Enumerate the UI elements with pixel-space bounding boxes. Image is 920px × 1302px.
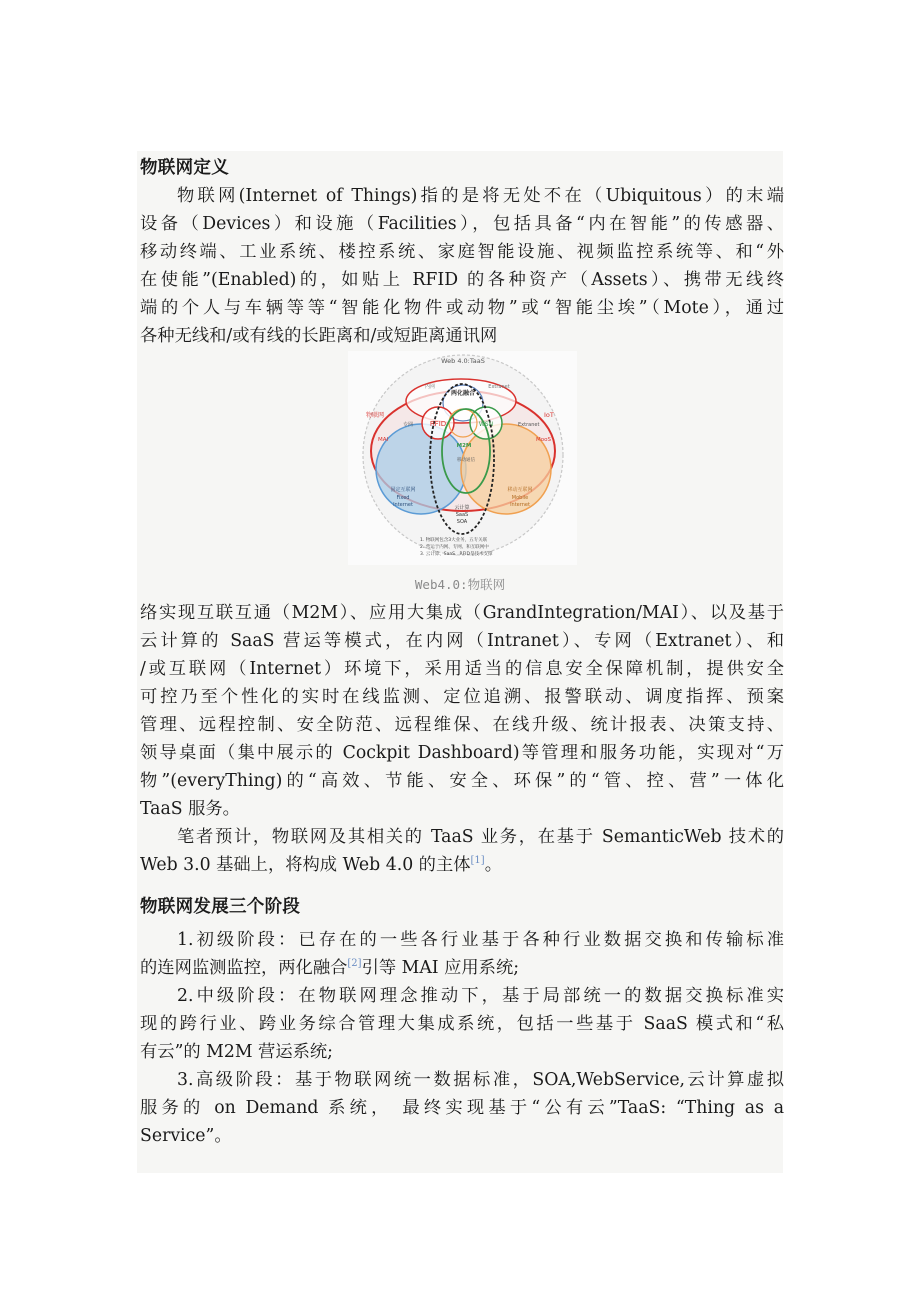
- figure-caption: Web4.0:物联网: [414, 577, 506, 592]
- paragraph-line: 可控乃至个性化的实时在线监测、定位追溯、报警联动、调度指挥、预案: [140, 687, 784, 707]
- reference-link-1[interactable]: [1]: [470, 855, 485, 866]
- paragraph-line: 有云”的 M2M 营运系统;: [140, 1042, 333, 1062]
- label-intranet: 内网: [424, 384, 436, 390]
- label-fixed-cn: 固定互联网: [390, 487, 416, 493]
- label-center-small: 移动通信: [457, 458, 475, 463]
- label-iot-right: IoT: [544, 411, 554, 419]
- paragraph-line: 在使能”(Enabled)的，如贴上 RFID 的各种资产（Assets）、携带无线终: [140, 270, 784, 290]
- label-fixed-en1: Fixed: [396, 495, 410, 501]
- reference-link-2[interactable]: [2]: [347, 958, 362, 969]
- paragraph-line: 物”(everyThing)的“高效、节能、安全、环保”的“管、控、营”一体化: [140, 771, 784, 791]
- paragraph-line: 设备（Devices）和设施（Facilities），包括具备“内在智能”的传感器、: [140, 214, 784, 234]
- label-note3: 3. 云计算、SaaS、RFID是技术支撑: [420, 552, 493, 557]
- paragraph-line: TaaS 服务。: [140, 799, 240, 819]
- paragraph-line: Service”。: [140, 1126, 232, 1146]
- paragraph-line: 物联网(Internet of Things)指的是将无处不在（Ubiquitous）的末端: [177, 186, 784, 206]
- paragraph-line: 3.高级阶段：基于物联网统一数据标准，SOA,WebService,云计算虚拟: [177, 1070, 784, 1090]
- paragraph-line: 领导桌面（集中展示的 Cockpit Dashboard)等管理和服务功能，实现对“万: [140, 743, 784, 763]
- paragraph-line: 端的个人与车辆等等“智能化物件或动物”或“智能尘埃”（Mote），通过: [140, 298, 784, 318]
- label-rfid: RFID: [429, 420, 447, 428]
- label-cloud3: SOA: [456, 519, 468, 525]
- label-fixed-en2: Internet: [393, 502, 413, 508]
- label-mobile-en1: Mobile: [511, 495, 529, 501]
- paragraph-line: /或互联网（Internet）环境下，采用适当的信息安全保障机制，提供安全: [140, 659, 784, 679]
- label-center-top: 两化融合: [450, 390, 476, 397]
- label-iot-left: 物联网: [366, 412, 385, 419]
- paragraph-line: 笔者预计，物联网及其相关的 TaaS 业务，在基于 SemanticWeb 技术的: [177, 827, 784, 847]
- label-note2: 2. 营运于内网、专网、和互联网中: [420, 545, 489, 550]
- label-note1: 1. 物联网包含3大业务，五专关联: [420, 538, 488, 543]
- label-cloud2: SaaS: [455, 512, 469, 518]
- paragraph-line: [140, 954, 784, 982]
- label-wsn: WSN: [478, 421, 494, 428]
- section-heading-stages: 物联网发展三个阶段: [140, 897, 301, 917]
- label-cloud1: 云计算: [454, 505, 470, 511]
- paragraph-text: 的连网监测监控，两化融合: [140, 958, 348, 978]
- paragraph-line: 现的跨行业、跨业务综合管理大集成系统，包括一些基于 SaaS 模式和“私: [140, 1014, 784, 1034]
- paragraph-line: 服务的 on Demand 系统， 最终实现基于“公有云”TaaS: “Thing as a: [140, 1098, 784, 1118]
- paragraph-line: 云计算的 SaaS 营运等模式，在内网（Intranet）、专网（Extranet）、和: [140, 631, 784, 651]
- web40-iot-diagram: [348, 351, 577, 565]
- section-heading-definition: 物联网定义: [140, 158, 229, 178]
- paragraph-line: [140, 851, 784, 879]
- paragraph-text: Web 3.0 基础上，将构成 Web 4.0 的主体: [140, 855, 471, 875]
- label-moos: MooS: [536, 437, 551, 443]
- paragraph-text: 引等 MAI 应用系统;: [361, 958, 520, 978]
- label-mobile-cn: 移动互联网: [507, 487, 533, 493]
- paragraph-line: 1.初级阶段：已存在的一些各行业基于各种行业数据交换和传输标准: [177, 930, 784, 950]
- paragraph-line: 络实现互联互通（M2M）、应用大集成（GrandIntegration/MAI）、以及基于: [140, 603, 784, 623]
- paragraph-line: 移动终端、工业系统、楼控系统、家庭智能设施、视频监控系统等、和“外: [140, 242, 784, 262]
- label-extranet2: Extranet: [518, 422, 540, 428]
- paragraph-line: 2.中级阶段：在物联网理念推动下，基于局部统一的数据交换标准实: [177, 986, 784, 1006]
- paragraph-text: 。: [484, 855, 502, 875]
- label-mai: MAI: [378, 437, 389, 443]
- paragraph-line: 管理、远程控制、安全防范、远程维保、在线升级、统计报表、决策支持、: [140, 715, 784, 735]
- label-mobile-en2: Internet: [510, 502, 530, 508]
- paragraph-line: 各种无线和/或有线的长距离和/或短距离通讯网: [140, 326, 498, 346]
- label-extranet: Extranet: [488, 384, 510, 390]
- label-m2m: M2M: [456, 443, 472, 449]
- label-web40: Web 4.0:TaaS: [441, 357, 485, 365]
- article-body: [137, 151, 783, 1173]
- label-zhuanwang: 专网: [403, 422, 414, 428]
